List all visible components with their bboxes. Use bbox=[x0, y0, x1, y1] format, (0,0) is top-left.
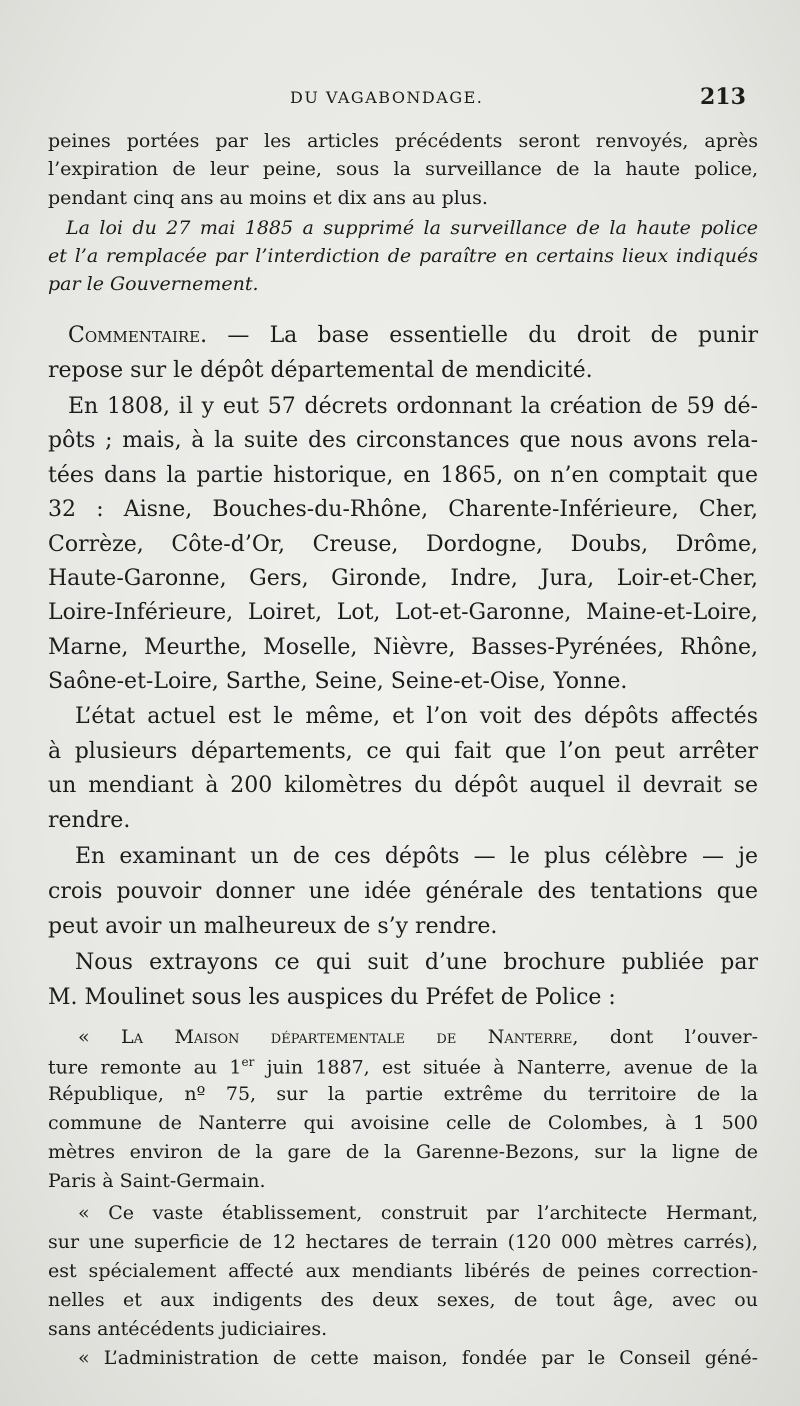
text-line: En examinant un de ces dépôts — le plus célèbre — je bbox=[75, 844, 758, 869]
text-line: pendant cinq ans au moins et dix ans au plus. bbox=[48, 187, 488, 209]
quote-line: sans antécédents judiciaires. bbox=[48, 1318, 328, 1340]
quote-line: « L’administration de cette maison, fondée par le Conseil géné- bbox=[78, 1347, 758, 1369]
text-line: pôts ; mais, à la suite des circonstances que nous avons rela- bbox=[48, 428, 758, 453]
text-line: repose sur le dépôt départemental de mendicité. bbox=[48, 358, 593, 383]
commentary-text: — La base essentielle du droit de punir bbox=[207, 323, 758, 348]
quote-line: sur une superficie de 12 hectares de terrain (120 000 mètres carrés), bbox=[48, 1231, 758, 1253]
page-number: 213 bbox=[700, 84, 746, 110]
quote-text: juin 1887, est située à Nanterre, avenue de la bbox=[254, 1056, 759, 1079]
italic-note-line: par le Gouvernement. bbox=[48, 273, 259, 295]
quote-line: Paris à Saint-Germain. bbox=[48, 1170, 266, 1192]
italic-note-line: et l’a remplacée par l’interdiction de paraître en certains lieux indiqués bbox=[48, 245, 758, 267]
superscript: er bbox=[241, 1055, 255, 1069]
quote-mark: « bbox=[78, 1026, 122, 1048]
text-line: M. Moulinet sous les auspices du Préfet de Police : bbox=[48, 985, 616, 1010]
quote-text: dont l’ouver- bbox=[578, 1026, 758, 1048]
text-line: peines portées par les articles précédents seront renvoyés, après bbox=[48, 130, 758, 152]
text-line: crois pouvoir donner une idée générale des tentations que bbox=[48, 879, 758, 904]
quote-line: République, nº 75, sur la partie extrême du territoire de la bbox=[48, 1083, 758, 1105]
page-header bbox=[0, 84, 800, 116]
quote-line: commune de Nanterre qui avoisine celle de Colombes, à 1 500 bbox=[48, 1112, 758, 1134]
text-line: un mendiant à 200 kilomètres du dépôt auquel il devrait se bbox=[48, 773, 758, 798]
text-line: Nous extrayons ce qui suit d’une brochure publiée par bbox=[75, 950, 758, 975]
text-line: En 1808, il y eut 57 décrets ordonnant la création de 59 dé- bbox=[68, 394, 758, 419]
text-line: 32 : Aisne, Bouches-du-Rhône, Charente-Inférieure, Cher, bbox=[48, 497, 758, 522]
text-line: tées dans la partie historique, en 1865, on n’en comptait que bbox=[48, 463, 758, 488]
text-line: Marne, Meurthe, Moselle, Nièvre, Basses-Pyrénées, Rhône, bbox=[48, 635, 758, 660]
text-line: Haute-Garonne, Gers, Gironde, Indre, Jura, Loir-et-Cher, bbox=[48, 566, 758, 591]
text-line: rendre. bbox=[48, 808, 131, 833]
quote-line: est spécialement affecté aux mendiants libérés de peines correction- bbox=[48, 1260, 758, 1282]
text-line: peut avoir un malheureux de s’y rendre. bbox=[48, 914, 498, 939]
quote-text: ture remonte au 1 bbox=[48, 1056, 242, 1079]
commentary-heading-line bbox=[68, 323, 758, 348]
running-title: DU VAGABONDAGE. bbox=[290, 88, 484, 107]
institution-name: La Maison départementale de Nanterre, bbox=[121, 1026, 579, 1048]
text-line: Corrèze, Côte-d’Or, Creuse, Dordogne, Doubs, Drôme, bbox=[48, 532, 758, 557]
text-line: l’expiration de leur peine, sous la surveillance de la haute police, bbox=[48, 158, 758, 180]
commentary-label: Commentaire. bbox=[68, 323, 208, 348]
quote-line: nelles et aux indigents des deux sexes, de tout âge, avec ou bbox=[48, 1289, 758, 1311]
text-line: Saône-et-Loire, Sarthe, Seine, Seine-et-Oise, Yonne. bbox=[48, 669, 628, 694]
quote-line: « Ce vaste établissement, construit par l’architecte Hermant, bbox=[78, 1202, 758, 1224]
quote-line bbox=[78, 1026, 758, 1048]
text-line: à plusieurs départements, ce qui fait que l’on peut arrêter bbox=[48, 739, 758, 764]
quote-line bbox=[48, 1055, 758, 1078]
italic-note-line: La loi du 27 mai 1885 a supprimé la surveillance de la haute police bbox=[66, 217, 758, 239]
text-line: Loire-Inférieure, Loiret, Lot, Lot-et-Garonne, Maine-et-Loire, bbox=[48, 600, 758, 625]
text-line: L’état actuel est le même, et l’on voit des dépôts affectés bbox=[75, 704, 758, 729]
quote-line: mètres environ de la gare de la Garenne-Bezons, sur la ligne de bbox=[48, 1141, 758, 1163]
